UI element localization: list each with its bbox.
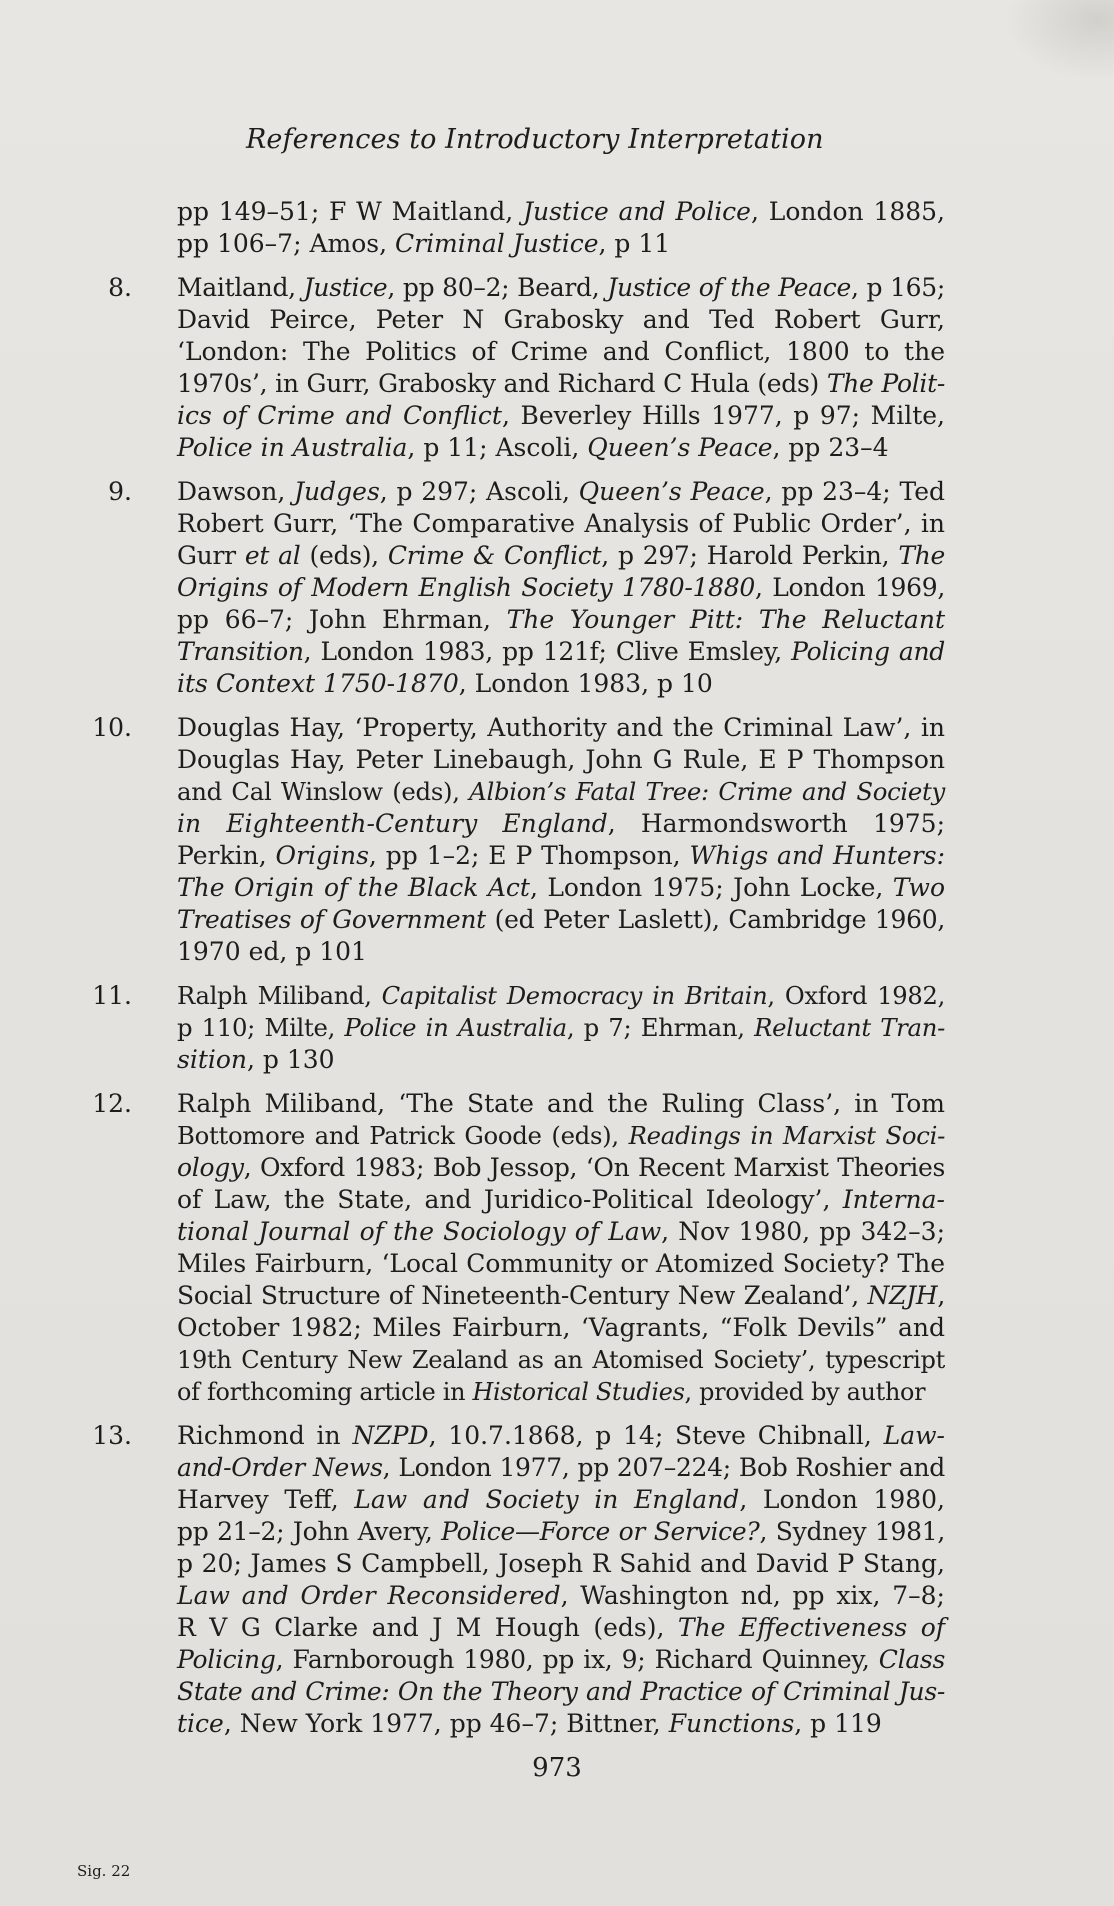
italic-title: tional Journal of the Sociology of Law [177, 1217, 662, 1246]
citation-text: , London 1975; John Locke, [529, 873, 893, 902]
citation-text: , London 1969, [754, 573, 946, 602]
endnote-line [177, 904, 945, 936]
citation-text: 19th Century New Zealand as an Atomised Society’, typescript [177, 1346, 945, 1374]
citation-text: Robert Gurr, ‘The Comparative Analysis of Public Order’, in [177, 509, 945, 538]
citation-text: , Beverley Hills 1977, p 97; Milte, [501, 401, 945, 430]
citation-text: , p 297; Harold Perkin, [601, 541, 899, 570]
endnote-line [177, 196, 945, 228]
endnote-line [177, 636, 945, 668]
endnote-line [177, 228, 945, 260]
italic-title: Origins of Modern English Society 1780-1880 [177, 573, 755, 602]
italic-title: ics of Crime and Conflict [177, 401, 502, 430]
citation-text: pp 106–7; Amos, [177, 229, 395, 258]
endnote-line [177, 1280, 945, 1312]
endnote-line [177, 1516, 945, 1548]
citation-text: 1970s’, in Gurr, Grabosky and Richard C Hula (eds) [177, 369, 827, 398]
citation-text: , pp 23–4 [772, 433, 889, 462]
italic-title: Treatises of Government [177, 905, 486, 934]
endnote-line [177, 1452, 945, 1484]
endnote-line [177, 1120, 945, 1152]
citation-text: 1970 ed, p 101 [177, 937, 367, 966]
citation-text: , p 165; [850, 273, 945, 302]
endnote-line [177, 1612, 945, 1644]
signature-mark: Sig. 22 [77, 1862, 131, 1880]
citation-text: , [937, 1281, 945, 1310]
citation-text: p 110; Milte, [177, 1013, 345, 1042]
endnote-number: 11. [92, 981, 132, 1010]
italic-title: Historical Studies [472, 1378, 685, 1406]
citation-text: pp 66–7; John Ehrman, [177, 605, 507, 634]
italic-title: ology [177, 1153, 244, 1182]
citation-text: Richmond in [177, 1421, 353, 1450]
italic-title: State and Crime: On the Theory and Practice of Criminal Jus- [177, 1677, 945, 1706]
italic-title: Crime & Conflict [387, 541, 602, 570]
italic-title: Interna- [842, 1185, 945, 1214]
citation-text: Gurr [177, 541, 245, 570]
italic-title: Origins [275, 841, 369, 870]
citation-text: , Nov 1980, pp 342–3; [661, 1217, 945, 1246]
italic-title: The [898, 541, 945, 570]
citation-text: David Peirce, Peter N Grabosky and Ted Robert Gurr, [177, 305, 945, 334]
citation-text: , p 297; Ascoli, [379, 477, 579, 506]
italic-title: Judges [294, 477, 380, 506]
endnote-line [177, 336, 945, 368]
endnote-line [177, 668, 945, 700]
endnote-line [177, 1184, 945, 1216]
italic-title: Justice [303, 273, 388, 302]
italic-title: Class [878, 1645, 945, 1674]
italic-title: sition [177, 1045, 248, 1074]
citation-text: , p 11; Ascoli, [407, 433, 588, 462]
endnote-line [177, 1676, 945, 1708]
endnote-line [177, 1548, 945, 1580]
citation-text: , Oxford 1982, [767, 982, 945, 1010]
citation-text: (ed Peter Laslett), Cambridge 1960, [485, 905, 945, 934]
endnote [0, 1420, 1114, 1740]
endnote-line [177, 980, 945, 1012]
endnote-line [177, 1420, 945, 1452]
citation-text: of Law, the State, and Juridico-Political Ideology’, [177, 1185, 843, 1214]
citation-text: , New York 1977, pp 46–7; Bittner, [223, 1709, 669, 1738]
endnote-number: 9. [108, 477, 132, 506]
endnote-number: 13. [92, 1421, 132, 1450]
page-number: 973 [532, 1753, 582, 1783]
citation-text: , London 1983, pp 121f; Clive Emsley, [303, 637, 792, 666]
endnote-line [177, 1484, 945, 1516]
citation-text: Dawson, [177, 477, 295, 506]
citation-text: ‘London: The Politics of Crime and Conflict, 1800 to the [177, 337, 945, 366]
endnote-line [177, 744, 945, 776]
endnote [0, 1088, 1114, 1408]
italic-title: Criminal Justice [394, 229, 599, 258]
citation-text: and Cal Winslow (eds), [177, 777, 470, 806]
citation-text: , Sydney 1981, [759, 1517, 945, 1546]
endnote-line [177, 604, 945, 636]
italic-title: The Origin of the Black Act [177, 873, 530, 902]
endnote [0, 980, 1114, 1076]
endnote-line [177, 572, 945, 604]
citation-text: , 10.7.1868, p 14; Steve Chibnall, [428, 1421, 884, 1450]
endnote-line [177, 1376, 945, 1408]
endnote-line [177, 432, 945, 464]
endnote-line [177, 1708, 945, 1740]
citation-text: Perkin, [177, 841, 276, 870]
citation-text: , London 1983, p 10 [458, 669, 713, 698]
citation-text: , p 7; Ehrman, [566, 1013, 755, 1042]
italic-title: Readings in Marxist Soci- [628, 1121, 945, 1150]
endnote-line [177, 840, 945, 872]
endnote-line [177, 1248, 945, 1280]
endnote-line [177, 1088, 945, 1120]
italic-title: Whigs and Hunters: [689, 841, 946, 870]
endnote-line [177, 1312, 945, 1344]
endnote-line [177, 712, 945, 744]
italic-title: Functions [668, 1709, 795, 1738]
italic-title: Policing [177, 1645, 276, 1674]
italic-title: in Eighteenth-Century England [177, 809, 608, 838]
endnote-line [177, 1344, 945, 1376]
italic-title: Transition [177, 637, 304, 666]
citation-text: , London 1980, [739, 1485, 945, 1514]
citation-text: Miles Fairburn, ‘Local Community or Atomized Society? The [177, 1249, 945, 1278]
italic-title: The Younger Pitt: The Reluctant [506, 605, 945, 634]
citation-text: Social Structure of Nineteenth-Century New Zealand’, [177, 1281, 868, 1310]
endnote [0, 196, 1114, 260]
italic-title: Law and Order Reconsidered [177, 1581, 561, 1610]
endnote-line [177, 808, 945, 840]
endnote-line [177, 304, 945, 336]
citation-text: Bottomore and Patrick Goode (eds), [177, 1121, 629, 1150]
italic-title: Law and Society in England [354, 1485, 740, 1514]
citation-text: , provided by author [684, 1378, 926, 1406]
citation-text: , London 1977, pp 207–224; Bob Roshier and [382, 1453, 945, 1482]
citation-text: p 20; James S Campbell, Joseph R Sahid and David P Stang, [177, 1549, 945, 1578]
endnote [0, 712, 1114, 968]
endnote [0, 476, 1114, 700]
italic-title: Capitalist Democracy in Britain [381, 982, 768, 1010]
paper-smudge [1004, 0, 1114, 80]
citation-text: Harvey Teff, [177, 1485, 355, 1514]
citation-text: , p 11 [598, 229, 671, 258]
citation-text: (eds), [300, 541, 388, 570]
citation-text: Ralph Miliband, ‘The State and the Ruling Class’, in Tom [177, 1089, 945, 1118]
citation-text: Douglas Hay, Peter Linebaugh, John G Rule, E P Thompson [177, 745, 945, 774]
citation-text: , Oxford 1983; Bob Jessop, ‘On Recent Marxist Theories [243, 1153, 945, 1182]
endnotes-list [0, 196, 1114, 1752]
citation-text: of forthcoming article in [177, 1378, 473, 1406]
citation-text: , p 119 [794, 1709, 882, 1738]
citation-text: Maitland, [177, 273, 304, 302]
endnote-line [177, 872, 945, 904]
running-head: References to Introductory Interpretation [246, 124, 824, 155]
citation-text: pp 21–2; John Avery, [177, 1517, 442, 1546]
endnote-line [177, 936, 945, 968]
italic-title: Police—Force or Service? [441, 1517, 760, 1546]
italic-title: Queen’s Peace [587, 433, 773, 462]
endnote-number: 10. [92, 713, 132, 742]
endnote-line [177, 1044, 945, 1076]
citation-text: , pp 23–4; Ted [764, 477, 945, 506]
italic-title: et al [244, 541, 301, 570]
endnote-line [177, 1644, 945, 1676]
italic-title: NZPD [352, 1421, 429, 1450]
italic-title: Queen’s Peace [578, 477, 765, 506]
endnote-line [177, 1152, 945, 1184]
italic-title: The Polit- [826, 369, 945, 398]
citation-text: , pp 1–2; E P Thompson, [368, 841, 690, 870]
citation-text: Ralph Miliband, [177, 982, 382, 1010]
citation-text: , London 1885, [750, 197, 945, 226]
italic-title: its Context 1750-1870 [177, 669, 459, 698]
citation-text: R V G Clarke and J M Hough (eds), [177, 1613, 678, 1642]
endnote-line [177, 508, 945, 540]
endnote-number: 8. [108, 273, 132, 302]
italic-title: Law- [883, 1421, 945, 1450]
citation-text: , p 130 [247, 1045, 335, 1074]
endnote-line [177, 1580, 945, 1612]
endnote-line [177, 1216, 945, 1248]
italic-title: Albion’s Fatal Tree: Crime and Society [469, 777, 945, 806]
italic-title: Justice of the Peace [607, 273, 851, 302]
endnote [0, 272, 1114, 464]
citation-text: , Harmondsworth 1975; [607, 809, 945, 838]
endnote-number: 12. [92, 1089, 132, 1118]
italic-title: The Effectiveness of [677, 1613, 946, 1642]
citation-text: October 1982; Miles Fairburn, ‘Vagrants, “Folk Devils” and [177, 1313, 945, 1342]
citation-text: , pp 80–2; Beard, [387, 273, 608, 302]
italic-title: Justice and Police [522, 197, 751, 226]
endnote-line [177, 272, 945, 304]
italic-title: Policing and [791, 637, 945, 666]
italic-title: NZJH [867, 1281, 938, 1310]
endnote-line [177, 540, 945, 572]
italic-title: Two [892, 873, 945, 902]
italic-title: Reluctant Tran- [754, 1013, 946, 1042]
italic-title: Police in Australia [177, 433, 408, 462]
endnote-line [177, 1012, 945, 1044]
citation-text: , Washington nd, pp xix, 7–8; [560, 1581, 945, 1610]
citation-text: Douglas Hay, ‘Property, Authority and the Criminal Law’, in [177, 713, 945, 742]
citation-text: , Farnborough 1980, pp ix, 9; Richard Quinney, [275, 1645, 879, 1674]
endnote-line [177, 776, 945, 808]
citation-text: pp 149–51; F W Maitland, [177, 197, 523, 226]
endnote-line [177, 400, 945, 432]
italic-title: and-Order News [177, 1453, 383, 1482]
endnote-line [177, 476, 945, 508]
italic-title: tice [177, 1709, 224, 1738]
endnote-line [177, 368, 945, 400]
italic-title: Police in Australia [344, 1013, 567, 1042]
